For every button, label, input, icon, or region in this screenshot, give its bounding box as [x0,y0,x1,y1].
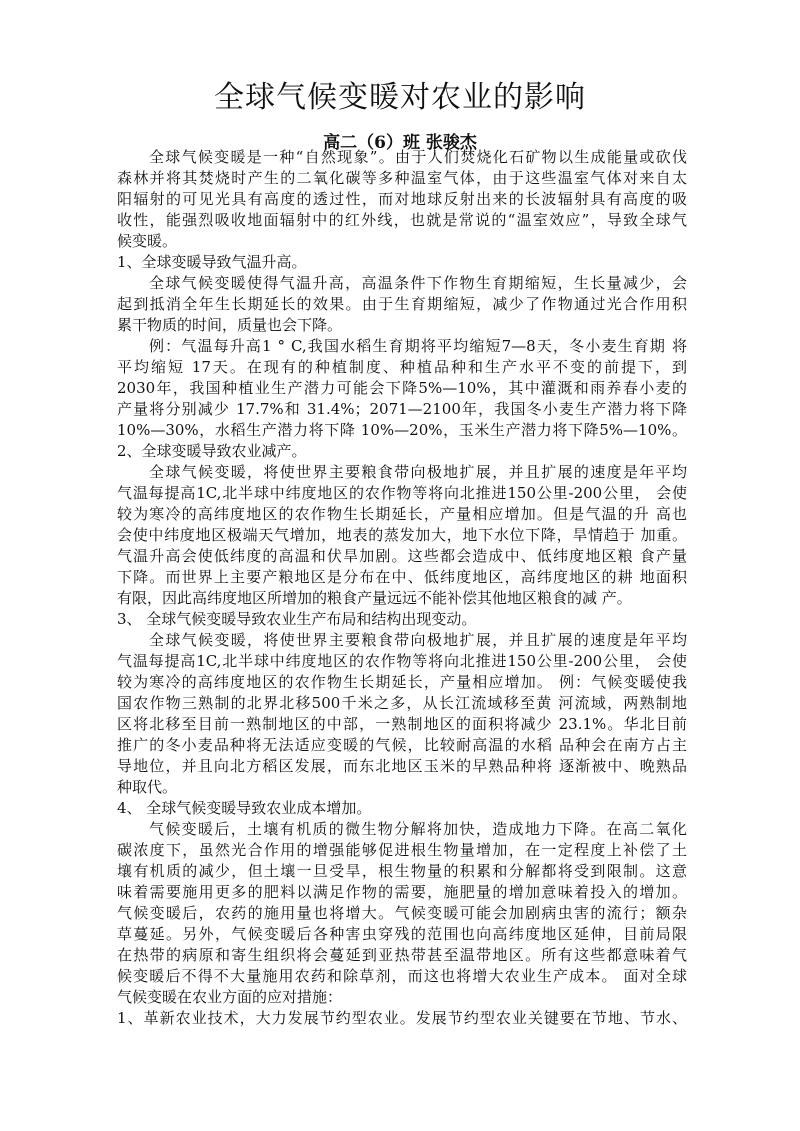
text-line: 草蔓延。另外，气候变暖后各种害虫穿残的范围也向高纬度地区延伸，目前局限 [117,925,687,943]
text-line: 起到抵消全年生长期延长的效果。由于生育期缩短，减少了作物通过光合作用积 [117,295,687,313]
text-line: 气温每提高1C,北半球中纬度地区的农作物等将向北推进150公里-200公里， 会使 [117,652,687,670]
text-line: 10%—30%，水稻生产潜力将下降 10%—20%，玉米生产潜力将下降5%—10%。 [117,421,687,439]
text-line: 全球气候变暖，将使世界主要粮食带向极地扩展，并且扩展的速度是年平均 [149,463,687,481]
text-line: 国农作物三熟制的北界北移500千米之多，从长江流域移至黄 河流域，两熟制地 [117,694,687,712]
document-title: 全球气候变暖对农业的影响 [214,80,586,115]
text-line: 森林并将其焚烧时产生的二氧化碳等多种温室气体，由于这些温室气体对来自太 [117,169,687,187]
text-line: 收性，能强烈吸收地面辐射中的红外线，也就是常说的“温室效应”，导致全球气 [117,211,687,229]
text-line: 味着需要施用更多的肥料以满足作物的需要，施肥量的增加意味着投入的增加。 [117,883,687,901]
text-line: 1、革新农业技术，大力发展节约型农业。发展节约型农业关键要在节地、节水、 [117,1009,687,1027]
text-line: 在热带的病原和寄生组织将会蔓延到亚热带甚至温带地区。所有这些都意味着气 [117,946,687,964]
text-line: 气候变暖后，农药的施用量也将增大。气候变暖可能会加剧病虫害的流行；额杂 [117,904,687,922]
text-line: 阳辐射的可见光具有高度的透过性，而对地球反射出来的长波辐射具有高度的吸 [117,190,687,208]
text-line: 种取代。 [117,778,178,796]
text-line: 气温升高会使低纬度的高温和伏旱加剧。这些都会造成中、低纬度地区粮 食产量 [117,547,687,565]
text-line: 全球气候变暖使得气温升高，高温条件下作物生育期缩短，生长量减少，会 [149,274,687,292]
text-line: 气温每提高1C,北半球中纬度地区的农作物等将向北推进150公里-200公里， 会使 [117,484,687,502]
text-line: 气候变暖后，土壤有机质的微生物分解将加快，造成地力下降。在高二氧化 [149,820,687,838]
text-line: 会使中纬度地区极端天气增加，地表的蒸发加大，地下水位下降，旱情趋于 加重。 [117,526,687,544]
text-line: 全球气候变暖是一种“自然现象”。由于人们焚烧化石矿物以生成能量或砍伐 [149,148,687,166]
text-line: 例：气温每升高1 ° C,我国水稻生育期将平均缩短7—8天，冬小麦生育期 将 [149,337,687,355]
document-author: 高二（6）班 张骏杰 [323,133,477,153]
text-line: 3、 全球气候变暖导致农业生产布局和结构出现变动。 [117,610,477,628]
text-line: 壤有机质的减少，但土壤一旦受旱，根生物量的积累和分解都将受到限制。这意 [117,862,687,880]
text-line: 4、 全球气候变暖导致农业成本增加。 [117,799,372,817]
text-line: 候变暖后不得不大量施用农药和除草剂，而这也将增大农业生产成本。 面对全球 [117,967,687,985]
text-line: 碳浓度下，虽然光合作用的增强能够促进根生物量增加，在一定程度上补偿了土 [117,841,687,859]
text-line: 候变暖。 [117,232,178,250]
text-line: 1、全球变暖导致气温升高。 [117,253,307,271]
text-line: 下降。而世界上主要产粮地区是分布在中、低纬度地区，高纬度地区的耕 地面积 [117,568,687,586]
text-line: 导地位，并且向北方稻区发展，而东北地区玉米的早熟品种将 逐渐被中、晚熟品 [117,757,687,775]
text-line: 较为寒冷的高纬度地区的农作物生长期延长，产量相应增加。 例：气候变暖使我 [117,673,687,691]
text-line: 平均缩短 17天。在现有的种植制度、种植品种和生产水平不变的前提下，到 [117,358,687,376]
text-line: 2030年，我国种植业生产潜力可能会下降5%—10%，其中灌溉和雨养春小麦的 [117,379,687,397]
text-line: 推广的冬小麦品种将无法适应变暖的气候，比较耐高温的水稻 品种会在南方占主 [117,736,687,754]
text-line: 累干物质的时间，质量也会下降。 [117,316,343,334]
text-line: 较为寒冷的高纬度地区的农作物生长期延长，产量相应增加。但是气温的升 高也 [117,505,687,523]
text-line: 产量将分别减少 17.7%和 31.4%；2071—2100年，我国冬小麦生产潜力将下降 [117,400,687,418]
text-line: 气候变暖在农业方面的应对措施： [117,988,343,1006]
document-body [117,147,687,1029]
text-line: 有限，因此高纬度地区所增加的粮食产量远远不能补偿其他地区粮食的减 产。 [117,589,632,607]
text-line: 区将北移至目前一熟制地区的中部，一熟制地区的面积将减少 23.1%。华北目前 [117,715,687,733]
text-line: 2、全球变暖导致农业减产。 [117,442,307,460]
text-line: 全球气候变暖，将使世界主要粮食带向极地扩展，并且扩展的速度是年平均 [149,631,687,649]
